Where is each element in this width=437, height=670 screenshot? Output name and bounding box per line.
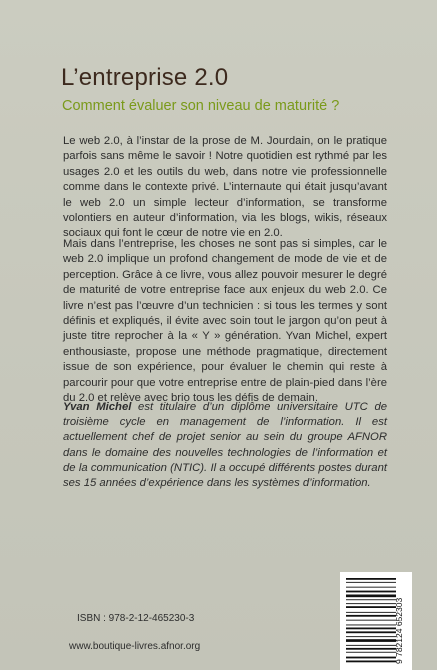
barcode xyxy=(340,572,412,670)
description-paragraph-2: Mais dans l’entreprise, les choses ne sont pas si simples, car le web 2.0 implique un profond changement de mode de vie et de perception. Grâce à ce livre, vous allez pouvoir mesurer le degré de maturité de votre entreprise face aux enjeux du web 2.0. Ce livre n’est pas l’œuvre d’un technicien : si tous les termes y sont définis et expliqués, il évite avec soin tout le jargon qu’on peut à juste titre reprocher à la « Y » génération. Yvan Michel, expert enthousiaste, propose une méthode pragmatique, directement issue de son expérience, pour évaluer le chemin qui reste à parcourir pour que votre entreprise entre de plain-pied dans l’ère du 2.0 et relève avec brio tous les défis de demain. xyxy=(63,238,387,405)
isbn: ISBN : 978-2-12-465230-3 xyxy=(77,613,195,624)
book-title: L’entreprise 2.0 xyxy=(61,64,229,91)
description-paragraph-1: Le web 2.0, à l’instar de la prose de M. Jourdain, on le pratique parfois sans même le savoir ! Notre quotidien est rythmé par les usages 2.0 et les outils du web, dans notre vie professionnelle comme dans le contexte privé. L’internaute qui était jusqu’avant le web 2.0 un simple lecteur d’information, se transforme volontiers en auteur d’information, via les blogs, wikis, réseaux sociaux qui font le cœur de notre vie en 2.0. xyxy=(63,135,387,240)
publisher-website: www.boutique-livres.afnor.org xyxy=(69,641,201,652)
author-bio-text: est titulaire d’un diplôme universitaire UTC de troisième cycle en management de l’information. Il est actuellement chef de projet senior au sein du groupe AFNOR dans le domaine des nouvelles technologies de l’information et de la communication (NTIC). Il a occupé différents postes durant ses 15 années d’expérience dans les systèmes d’information. xyxy=(63,401,388,490)
book-subtitle: Comment évaluer son niveau de maturité ? xyxy=(62,98,340,114)
author-bio xyxy=(63,400,387,491)
barcode-number: 9 782124 652303 xyxy=(394,597,404,664)
author-name: Yvan Michel xyxy=(63,401,132,413)
